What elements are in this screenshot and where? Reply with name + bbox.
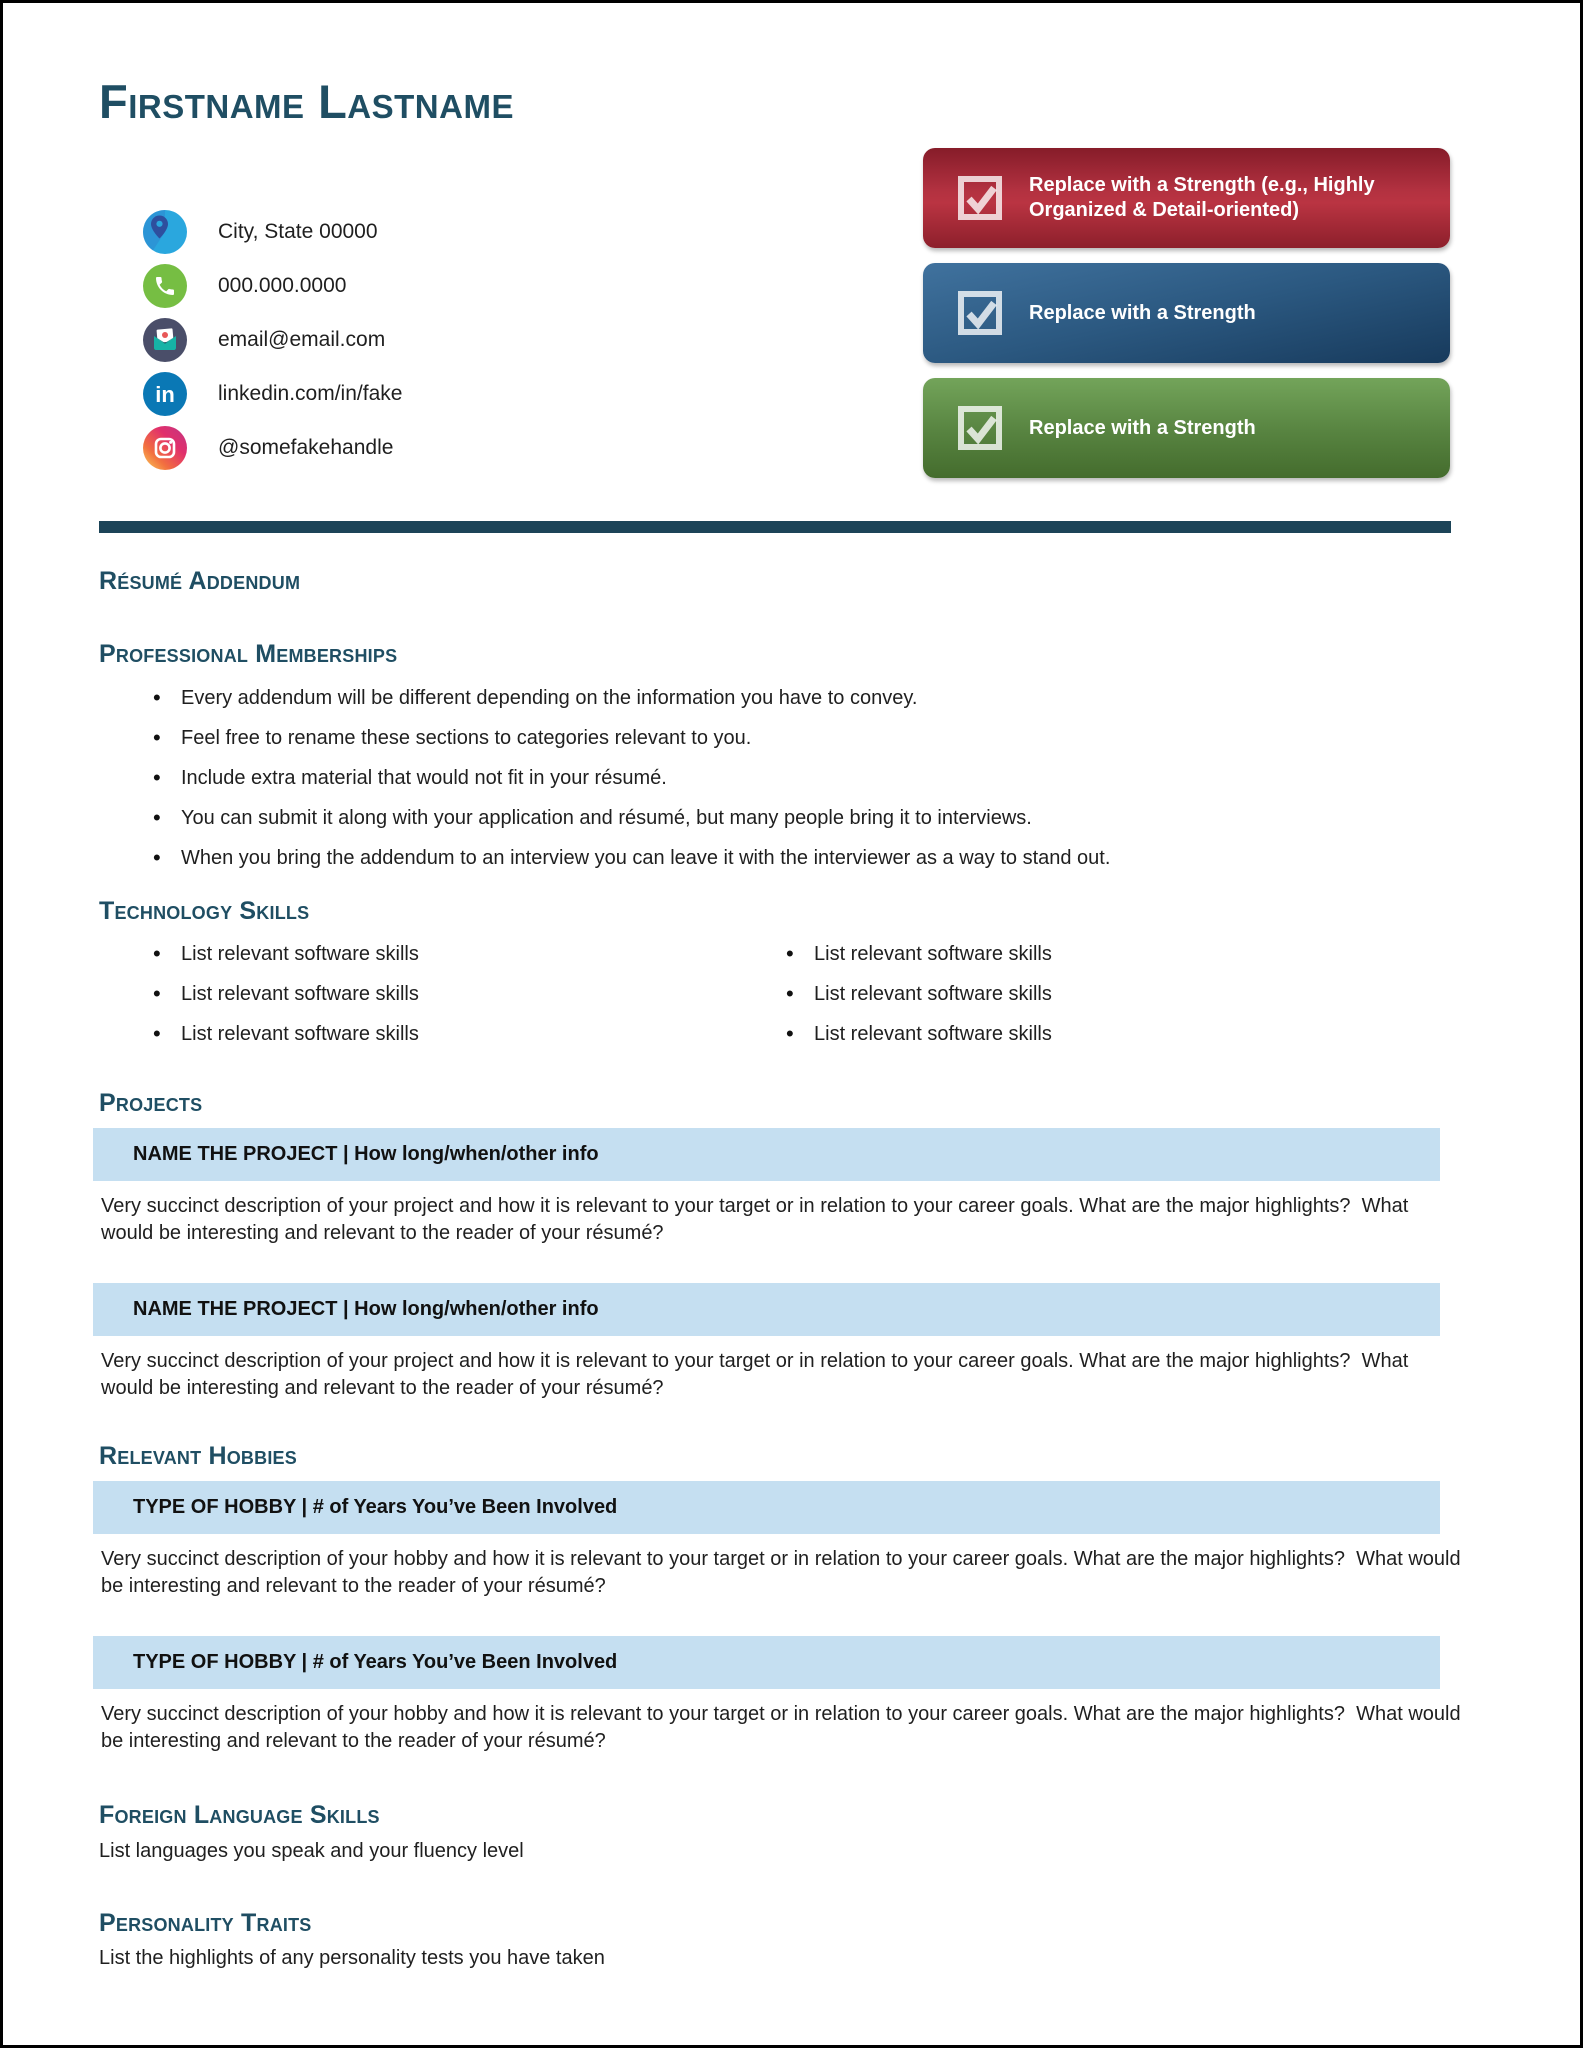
skills-column-left bbox=[99, 939, 744, 1059]
instagram-icon bbox=[143, 426, 187, 470]
bullet-item: • List relevant software skills bbox=[744, 979, 1540, 1009]
svg-text:in: in bbox=[155, 382, 175, 408]
project-entry-description: Very succinct description of your project and how it is relevant to your target or in relation to your career goals. What are the major highlights? What would be interesting and relevant to the reader of your résumé? bbox=[101, 1350, 1414, 1399]
personality-placeholder-text: List the highlights of any personality tests you have taken bbox=[99, 1947, 605, 1970]
document-title: Résumé Addendum bbox=[99, 567, 301, 595]
bullet-item: • When you bring the addendum to an interview you can leave it with the interviewer as a way to stand out. bbox=[99, 843, 1540, 873]
strength-label: Replace with a Strength bbox=[1029, 416, 1256, 439]
section-title-technology-skills: Technology Skills bbox=[99, 896, 310, 925]
email-icon bbox=[143, 318, 187, 362]
checkbox-icon bbox=[957, 405, 1003, 451]
hobby-entry-description: Very succinct description of your hobby and how it is relevant to your target or in relation to your career goals. What are the major highlights? What would be interesting and relevant to the reader of your résumé? bbox=[101, 1547, 1467, 1597]
bullet-item: • Feel free to rename these sections to categories relevant to you. bbox=[99, 723, 1540, 753]
hobby-entry-description: Very succinct description of your hobby and how it is relevant to your target or in relation to your career goals. What are the major highlights? What would be interesting and relevant to the reader of your résumé? bbox=[101, 1702, 1467, 1752]
bullet-item: • You can submit it along with your application and résumé, but many people bring it to interviews. bbox=[99, 803, 1540, 833]
bullet-item: • Include extra material that would not fit in your résumé. bbox=[99, 763, 1540, 793]
person-name: Firstname Lastname bbox=[99, 75, 514, 128]
document-body bbox=[3, 567, 1580, 1972]
languages-placeholder-text: List languages you speak and your fluency level bbox=[99, 1839, 524, 1862]
skills-column-right bbox=[744, 939, 1540, 1059]
strengths-panel bbox=[923, 148, 1450, 493]
bullet-item: • List relevant software skills bbox=[99, 979, 744, 1009]
memberships-bullet-list bbox=[99, 683, 1540, 873]
strength-box-2 bbox=[923, 263, 1450, 363]
hobby-entry-header: TYPE OF HOBBY | # of Years You’ve Been Involved bbox=[93, 1636, 1440, 1689]
checkbox-icon bbox=[957, 175, 1003, 221]
contact-linkedin-text: linkedin.com/in/fake bbox=[218, 382, 403, 406]
header-divider bbox=[99, 521, 1451, 533]
bullet-item: • List relevant software skills bbox=[99, 939, 744, 969]
section-title-professional-memberships: Professional Memberships bbox=[99, 639, 398, 668]
section-title-projects: Projects bbox=[99, 1089, 203, 1118]
bullet-item: • List relevant software skills bbox=[744, 939, 1540, 969]
bullet-item: • List relevant software skills bbox=[744, 1019, 1540, 1049]
strength-label: Replace with a Strength (e.g., Highly Organized & Detail-oriented) bbox=[1029, 174, 1375, 221]
project-entry-header: NAME THE PROJECT | How long/when/other info bbox=[93, 1283, 1440, 1336]
section-title-personality-traits: Personality Traits bbox=[99, 1908, 312, 1937]
strength-box-1 bbox=[923, 148, 1450, 248]
project-entry-header: NAME THE PROJECT | How long/when/other info bbox=[93, 1128, 1440, 1181]
hobby-entry-header: TYPE OF HOBBY | # of Years You’ve Been Involved bbox=[93, 1481, 1440, 1534]
strength-label: Replace with a Strength bbox=[1029, 301, 1256, 324]
location-icon bbox=[143, 210, 187, 254]
page-header bbox=[3, 3, 1580, 521]
linkedin-icon bbox=[143, 372, 187, 416]
bullet-item: • List relevant software skills bbox=[99, 1019, 744, 1049]
technology-skills-columns bbox=[99, 939, 1540, 1059]
bullet-item: • Every addendum will be different depending on the information you have to convey. bbox=[99, 683, 1540, 713]
skills-bullet-list-right bbox=[744, 939, 1540, 1049]
checkbox-icon bbox=[957, 290, 1003, 336]
skills-bullet-list-left bbox=[99, 939, 744, 1049]
section-title-foreign-language-skills: Foreign Language Skills bbox=[99, 1800, 380, 1829]
contact-phone-text: 000.000.0000 bbox=[218, 274, 347, 298]
contact-instagram-text: @somefakehandle bbox=[218, 436, 394, 460]
contact-email-text: email@email.com bbox=[218, 328, 386, 352]
strength-box-3 bbox=[923, 378, 1450, 478]
section-title-relevant-hobbies: Relevant Hobbies bbox=[99, 1442, 297, 1470]
phone-icon bbox=[143, 264, 187, 308]
project-entry-description: Very succinct description of your project and how it is relevant to your target or in relation to your career goals. What are the major highlights? What would be interesting and relevant to the reader of your résumé? bbox=[101, 1195, 1414, 1244]
contact-location-text: City, State 00000 bbox=[218, 220, 378, 244]
